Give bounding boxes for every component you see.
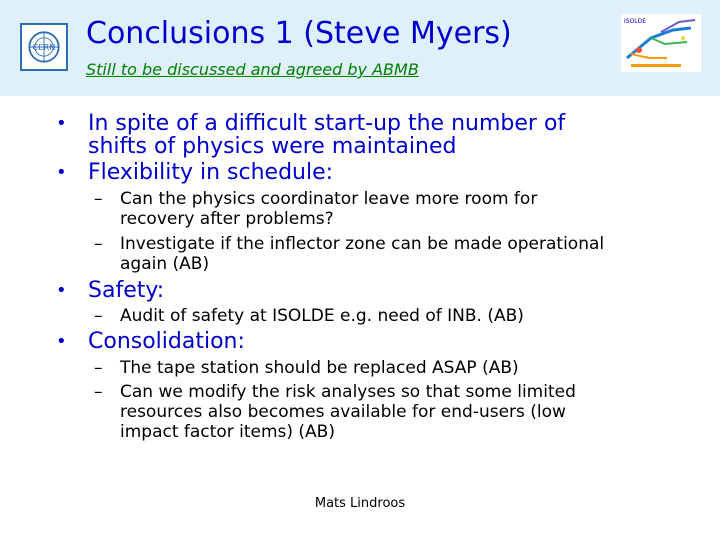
dash-icon: – (94, 382, 103, 402)
dash-icon: – (94, 189, 103, 209)
slide-footer: Mats Lindroos (314, 496, 406, 511)
bullet-item: • Consolidation: (56, 329, 245, 354)
thumbnail-caption: ISOLDE (624, 18, 647, 25)
sub-bullet-item-continuation: recovery after problems? (120, 209, 334, 229)
sub-bullet-item-continuation: again (AB) (120, 254, 210, 274)
sub-bullet-item: – Investigate if the inflector zone can be made operational (94, 234, 605, 254)
sub-bullet-item-continuation: impact factor items) (AB) (120, 422, 335, 442)
bullet-item: • In spite of a difficult start-up the number of (56, 111, 566, 136)
sub-bullet-item: – Can we modify the risk analyses so that some limited (94, 382, 576, 402)
bullet-item: • Flexibility in schedule: (56, 160, 334, 185)
sub-bullet-item: – Audit of safety at ISOLDE e.g. need of INB. (AB) (94, 306, 524, 326)
svg-text:CERN: CERN (32, 41, 56, 52)
dash-icon: – (94, 234, 103, 254)
sub-bullet-item: – Can the physics coordinator leave more room for (94, 189, 538, 209)
bullet-dot-icon: • (56, 280, 67, 301)
slide-title: Conclusions 1 (Steve Myers) (86, 16, 512, 51)
slide-subtitle: Still to be discussed and agreed by ABMB (86, 60, 419, 79)
bullet-dot-icon: • (56, 113, 67, 134)
sub-bullet-item: – The tape station should be replaced ASAP (AB) (94, 358, 519, 378)
dash-icon: – (94, 306, 103, 326)
bullet-dot-icon: • (56, 162, 67, 183)
sub-bullet-item-continuation: resources also becomes available for end-users (low (120, 402, 566, 422)
bullet-dot-icon: • (56, 331, 67, 352)
dash-icon: – (94, 358, 103, 378)
bullet-item-continuation: shifts of physics were maintained (88, 134, 457, 159)
bullet-item: • Safety: (56, 278, 165, 303)
